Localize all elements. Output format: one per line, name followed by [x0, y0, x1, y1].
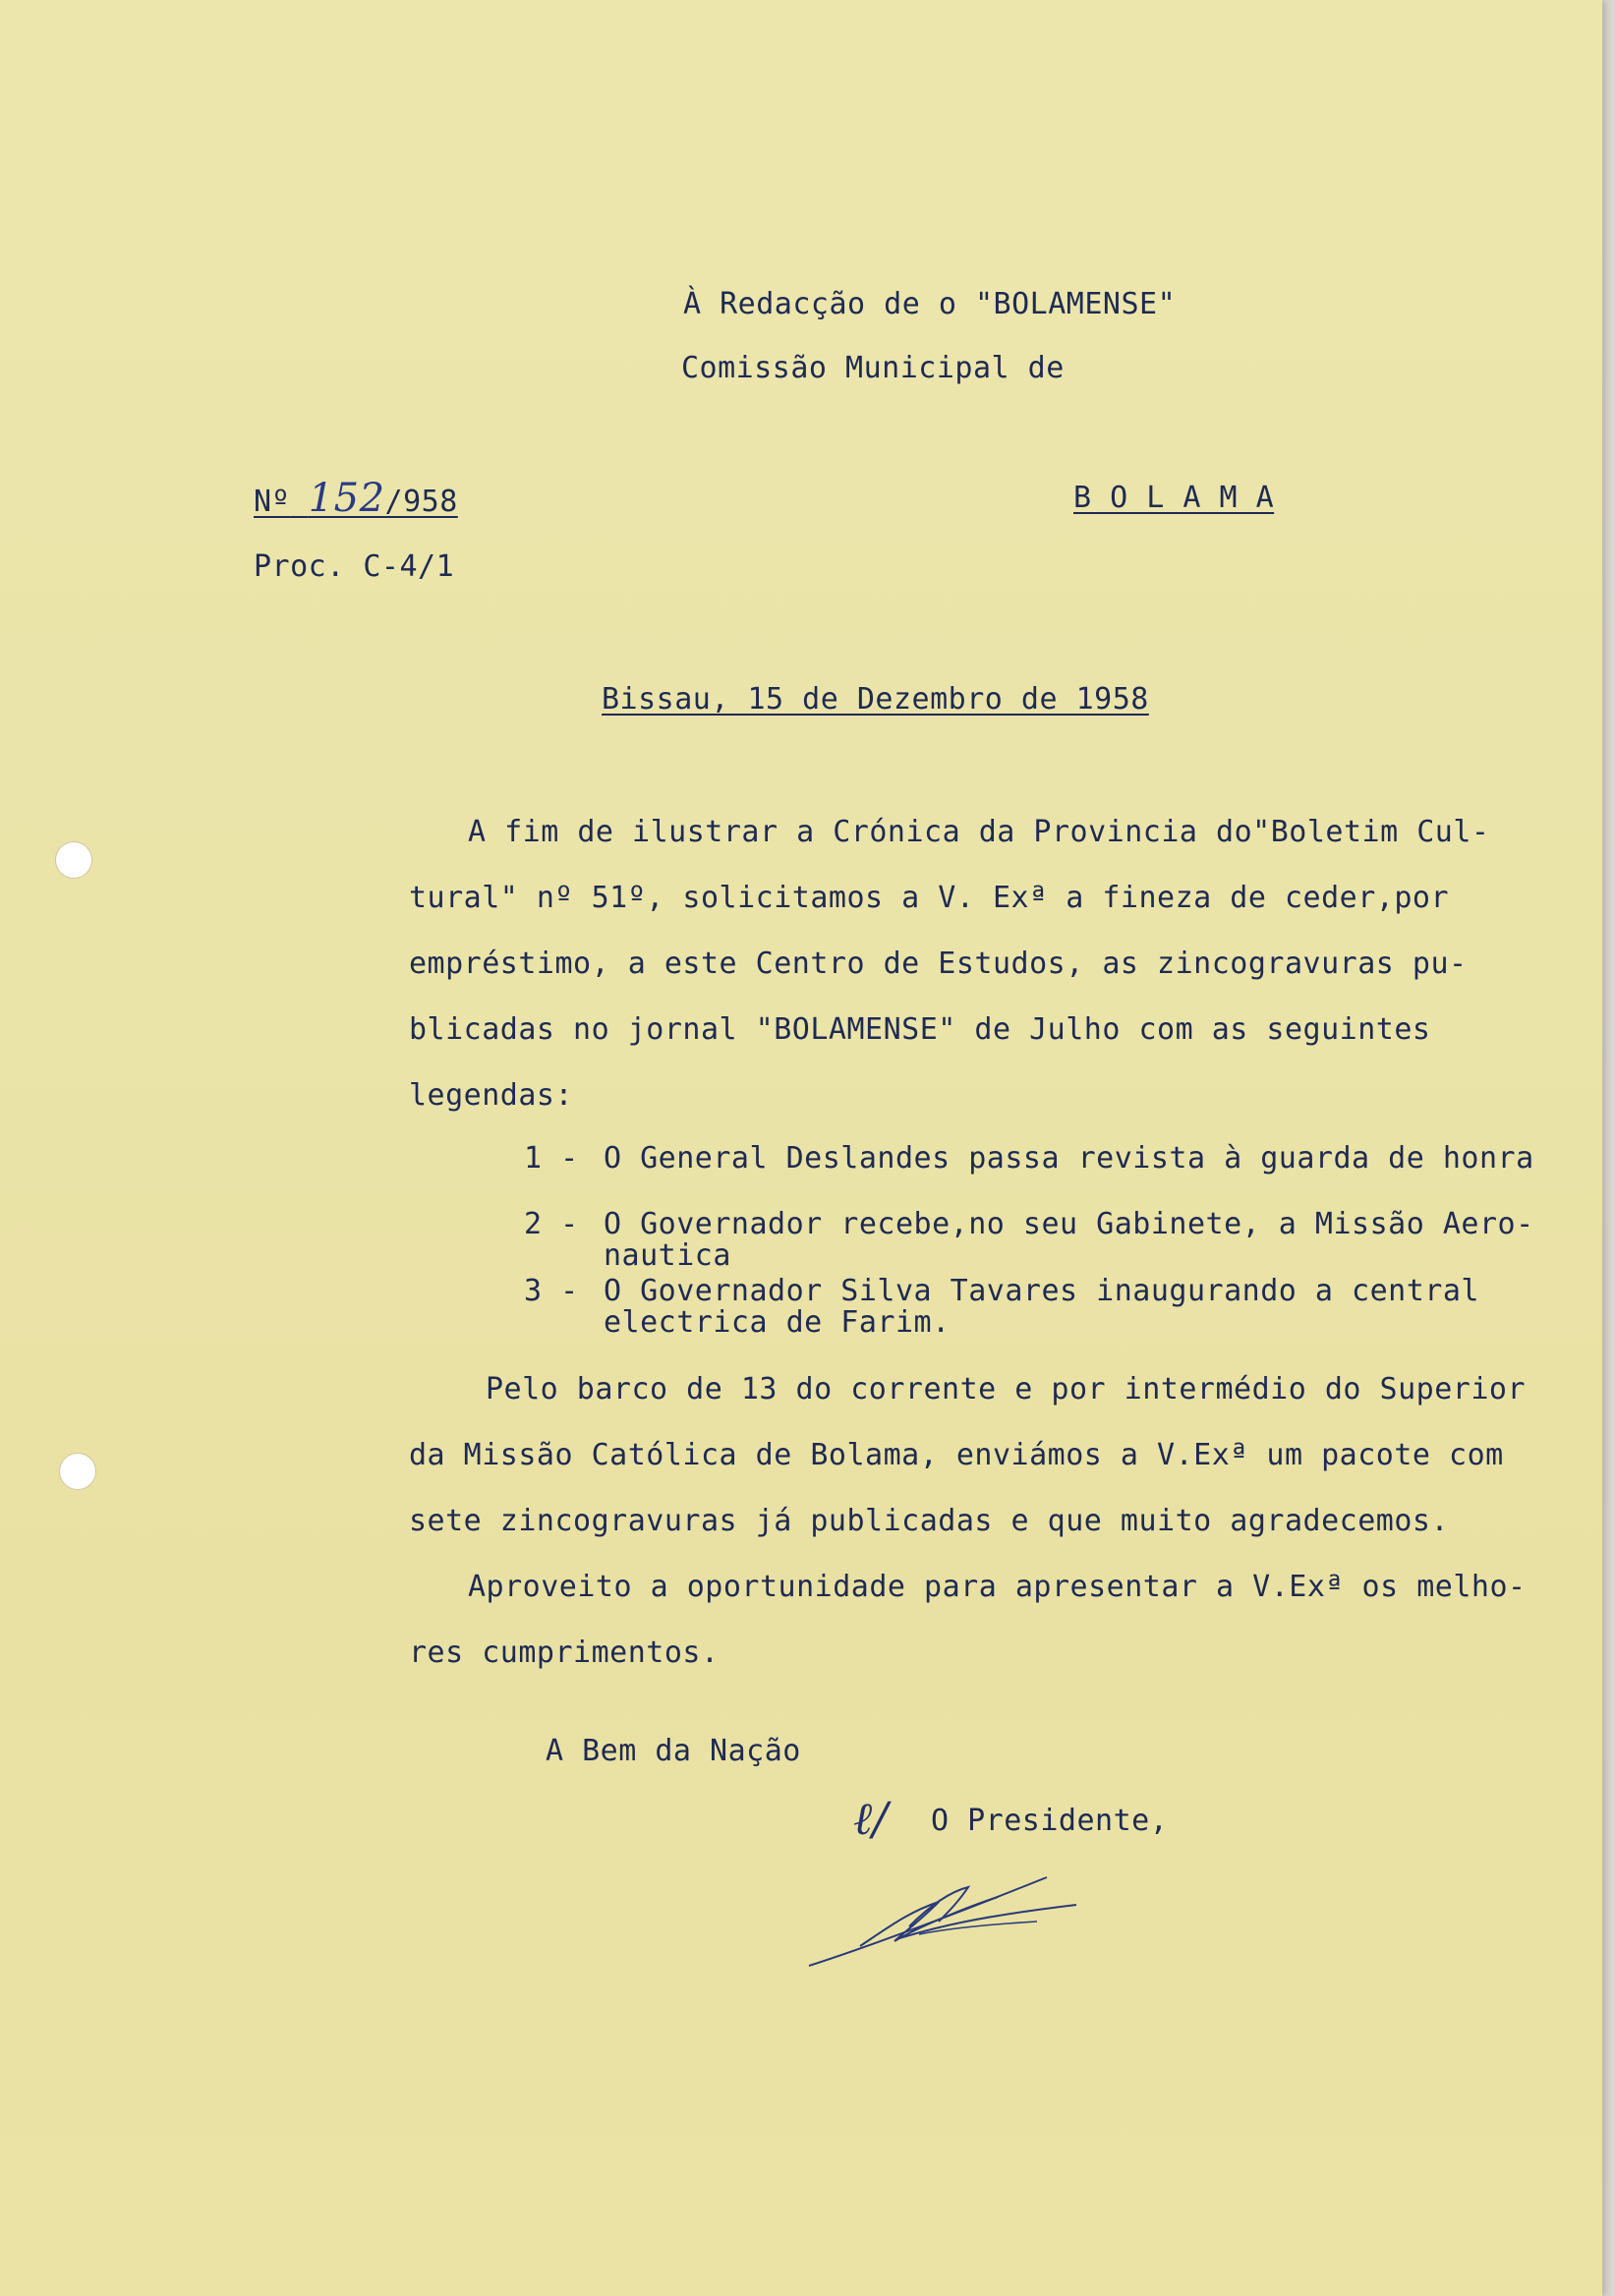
initials-handwritten: ℓ/ [853, 1792, 889, 1845]
para3-line-1: Aproveito a oportunidade para apresentar a V.Exª os melho- [468, 1570, 1527, 1604]
process-reference: Proc. C-4/1 [254, 549, 455, 584]
para1-line-2: tural" nº 51º, solicitamos a V. Exª a fineza de ceder,por [409, 881, 1450, 915]
destination-city: B O L A M A [1073, 481, 1275, 515]
signer-title: O Presidente, [931, 1804, 1169, 1838]
list-item-1-line-1: O General Deslandes passa revista à guarda de honra [604, 1141, 1534, 1176]
closing-salutation: A Bem da Nação [546, 1734, 801, 1768]
list-item-3-number: 3 - [524, 1274, 579, 1308]
list-item-1-number: 1 - [524, 1141, 579, 1176]
reference-number-prefix: Nº [254, 485, 291, 519]
list-item-3-line-2: electrica de Farim. [604, 1305, 951, 1340]
list-item-2-line-1: O Governador recebe,no seu Gabinete, a Missão Aero- [604, 1207, 1534, 1241]
list-item-2-line-2: nautica [604, 1238, 731, 1273]
date-line: Bissau, 15 de Dezembro de 1958 [602, 682, 1149, 717]
reference-number-handwritten: 152 [308, 476, 385, 521]
reference-number [254, 476, 458, 521]
para1-line-5: legendas: [409, 1078, 574, 1113]
addressee-line-2: Comissão Municipal de [681, 351, 1065, 385]
reference-number-year: /958 [384, 485, 458, 519]
para3-line-2: res cumprimentos. [409, 1636, 720, 1670]
punch-hole-bottom [59, 1453, 96, 1490]
para2-line-3: sete zincogravuras já publicadas e que muito agradecemos. [409, 1504, 1450, 1538]
para2-line-1: Pelo barco de 13 do corrente e por intermédio do Superior [486, 1372, 1527, 1406]
punch-hole-top [55, 841, 92, 879]
list-item-3-line-1: O Governador Silva Tavares inaugurando a central [604, 1274, 1479, 1308]
para1-line-1: A fim de ilustrar a Crónica da Provincia do"Boletim Cul- [468, 815, 1490, 849]
para2-line-2: da Missão Católica de Bolama, enviámos a V.Exª um pacote com [409, 1438, 1504, 1472]
addressee-line-1: À Redacção de o "BOLAMENSE" [683, 287, 1177, 321]
para1-line-3: empréstimo, a este Centro de Estudos, as zincogravuras pu- [409, 947, 1468, 981]
signature [801, 1867, 1086, 1980]
list-item-2-number: 2 - [524, 1207, 579, 1241]
para1-line-4: blicadas no jornal "BOLAMENSE" de Julho com as seguintes [409, 1012, 1431, 1047]
